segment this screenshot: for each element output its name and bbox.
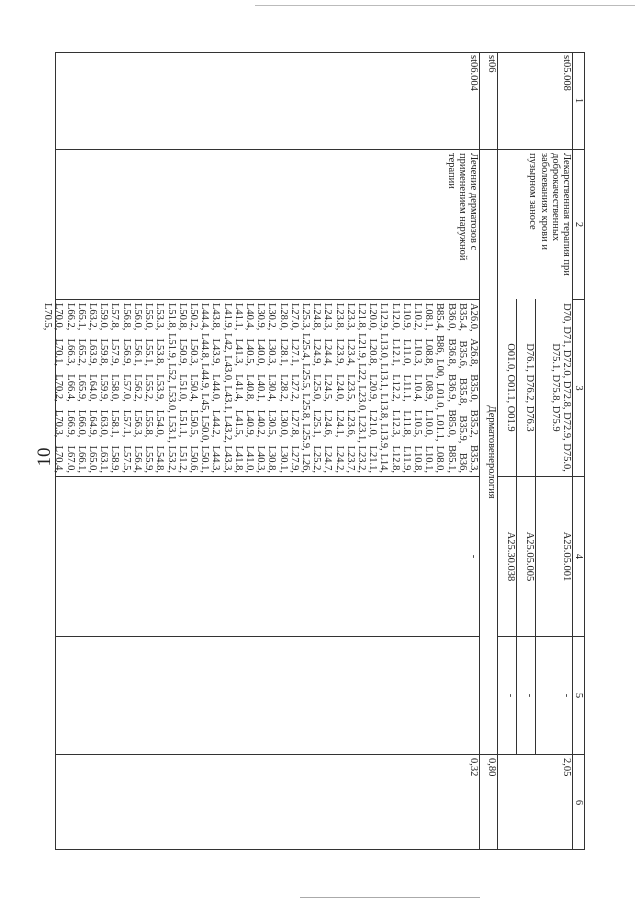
section-title: Дерматовенерология (480, 149, 498, 754)
subrow-diag: D70, D71, D72.0, D72.8, D72.9, D75.0, D75.1, D75.8, D75.9 (549, 303, 572, 472)
section-row-st06 (480, 52, 498, 850)
subrow-3 (498, 52, 517, 850)
subrow-service: A25.30.038 (498, 476, 517, 636)
row-diagnoses: A26.0, A26.8, B35.0, B35.2, B35.3, B35.4, B35.6, B35.8, B35.9, B36, B36.0, B36.8, B36.9, B85.0, B85.1, B85.4, B86, L00, L01.0, L01.1, L08.0, L08.1, L08.8, L08.9, L10.0, L10.1, L10.2, L10.3, L10.4, L10.5, L10.8, L10.9, L11.0, L11.1, L11.8, L11.9, L12.0, L12.1, L12.2, L12.3, L12.8, L12.9, L13.0, L13.1, L13.8, L13.9, L14, L20.0, L20.8, L20.9, L21.0, L21.1, L21.8, L21.9, L22, L23.0, L23.1, L23.2, L23.3, L23.4, L23.5, L23.6, L23.7, L23.8, L23.9, L24.0, L24.1, L24.2, L24.3, L24.4, L24.5, L24.6, L24.7, L24.8, L24.9, L25.0, L25.1, L25.2, L25.3, L25.4, L25.5, L25.8, L25.9, L26, L27.0, L27.1, L27.2, L27.8, L27.9, L28.0, L28.1, L28.2, L30.0, L30.1, L30.2, L30.3, L30.4, L30.5, L30.8, L30.9, L40.0, L40.1, L40.2, L40.3, L40.4, L40.5, L40.8, L40.9, L41.0, L41.1, L41.3, L41.4, L41.5, L41.8, L41.9, L42, L43.0, L43.1, L43.2, L43.3, L43.8, L43.9, L44.0, L44.2, L44.3, L44.4, L44.8, L44.9, L45, L50.0, L50.1, L50.2, L50.3, L50.4, L50.5, L50.6, L50.8, L50.9, L51.0, L51.1, L51.2, L51.8, L51.9, L52, L53.0, L53.1, L53.2, L53.3, L53.8, L53.9, L54.0, L54.8, L55.0, L55.1, L55.2, L55.8, L55.9, L56.0, L56.1, L56.2, L56.3, L56.4, L56.8, L56.9, L57.0, L57.1, L57.5, L57.8, L57.9, L58.0, L58.1, L58.9, L59.0, L59.8, L59.9, L63.0, L63.1, L63.2, L63.9, L64.0, L64.9, L65.0, L65.1, L65.2, L65.9, L66.0, L66.1, L66.2, L66.3, L66.4, L66.9, L67.0, L70.0, L70.1, L70.2, L70.3, L70.4, L70.5, (55, 299, 480, 476)
subrow-2 (517, 52, 536, 850)
section-coef: 0,80 (480, 754, 498, 850)
subrow-col5: - (517, 636, 536, 754)
row-code: st05.008 (561, 55, 572, 91)
rotated-table (42, 52, 585, 850)
section-code: st06 (486, 55, 497, 73)
row-code: st06.004 (468, 55, 479, 91)
subrow-service: A25.05.001 (536, 476, 573, 636)
scan-artifact-top (255, 5, 635, 6)
header-col-2: 2 (573, 149, 585, 299)
header-col-6: 6 (573, 754, 585, 850)
header-col-1: 1 (573, 97, 584, 104)
table-row-st06-004 (42, 52, 480, 850)
scan-artifact-bottom (300, 897, 480, 898)
subrow-col5: - (536, 636, 573, 754)
row-name: Лечение дерматозов с применением наружной терапии (55, 149, 480, 299)
row-coef: 0,32 (55, 754, 480, 850)
header-col-3: 3 (573, 299, 585, 476)
subrow-diag: D76.1, D76.2, D76.3 (524, 343, 535, 432)
row-service: - (55, 476, 480, 636)
row-name: Лекарственная терапия при доброкачественных заболеваниях крови и пузырном заносе (498, 149, 573, 299)
subrow-1 (536, 52, 573, 850)
subrow-service: A25.05.005 (517, 476, 536, 636)
subrow-diag: O01.0, O01.1, O01.9 (505, 343, 516, 432)
header-col-4: 4 (573, 476, 585, 636)
page-number: 10 (34, 447, 55, 467)
header-col-5: 5 (573, 636, 585, 754)
table-header (573, 52, 585, 850)
row-col6: 2,05 (498, 754, 573, 850)
row-col5 (55, 636, 480, 754)
subrow-col5: - (498, 636, 517, 754)
